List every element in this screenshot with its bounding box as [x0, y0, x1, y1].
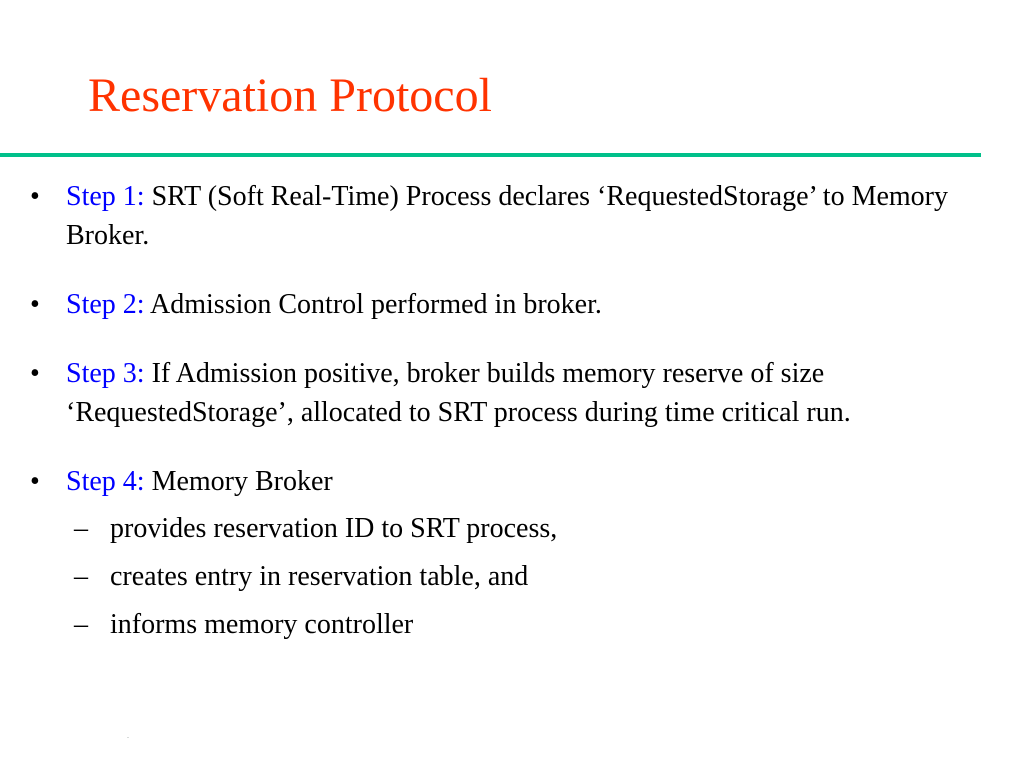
step-label: Step 3:: [66, 358, 145, 389]
step-text: Memory Broker: [151, 466, 333, 497]
bullet-step-2: [30, 285, 990, 324]
sub-item-text: informs memory controller: [110, 609, 414, 640]
sub-glyph: –: [74, 561, 88, 592]
bullet-glyph: •: [30, 181, 40, 212]
title-divider: [0, 153, 981, 157]
bullet-list: [30, 177, 990, 644]
sub-item-text: provides reservation ID to SRT process,: [110, 513, 558, 544]
sub-item: [66, 557, 990, 596]
bullet-glyph: •: [30, 466, 40, 497]
step-label: Step 1:: [66, 181, 145, 212]
sub-list: [66, 509, 990, 644]
footer-mark: .: [127, 731, 129, 740]
step-text: SRT (Soft Real-Time) Process declares ‘RequestedStorage’ to Memory Broker.: [66, 181, 948, 251]
sub-item-text: creates entry in reservation table, and: [110, 561, 529, 592]
bullet-step-1: [30, 177, 990, 255]
bullet-step-3: [30, 354, 990, 432]
sub-item: [66, 605, 990, 644]
step-text: Admission Control performed in broker.: [150, 289, 602, 320]
bullet-glyph: •: [30, 289, 40, 320]
step-label: Step 4:: [66, 466, 145, 497]
slide-title: Reservation Protocol: [88, 69, 492, 122]
bullet-step-4: [30, 462, 990, 644]
sub-glyph: –: [74, 513, 88, 544]
sub-glyph: –: [74, 609, 88, 640]
step-text: If Admission positive, broker builds memory reserve of size ‘RequestedStorage’, allocated to SRT process during time critical run.: [66, 358, 851, 428]
sub-item: [66, 509, 990, 548]
step-label: Step 2:: [66, 289, 145, 320]
bullet-glyph: •: [30, 358, 40, 389]
